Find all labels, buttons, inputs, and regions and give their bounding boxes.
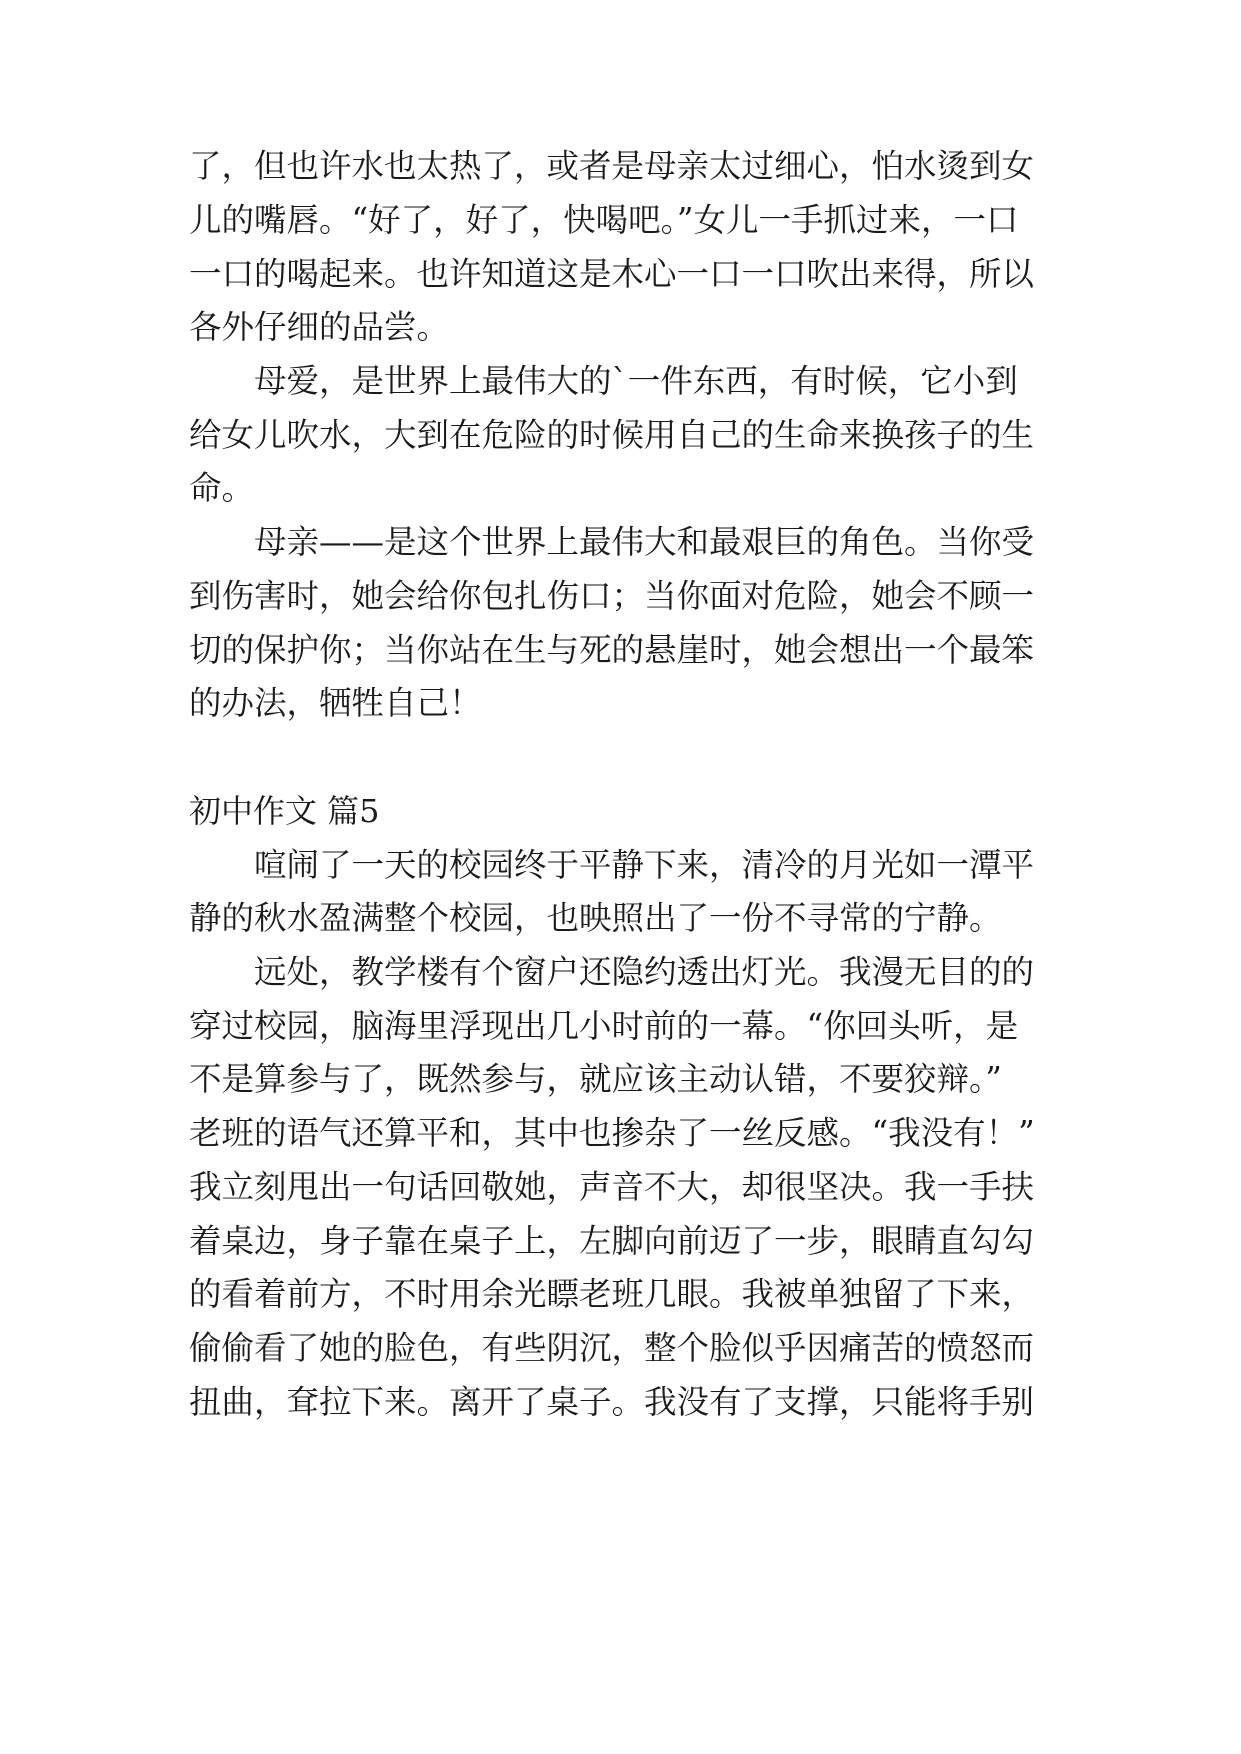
paragraph-line: 不是算参与了，既然参与，就应该主动认错，不要狡辩。” xyxy=(189,1060,1002,1098)
paragraph-line: 到伤害时，她会给你包扎伤口；当你面对危险，她会不顾一 xyxy=(189,577,1035,615)
paragraph-line: 着桌边，身子靠在桌子上，左脚向前迈了一步，眼睛直勾勾 xyxy=(189,1222,1035,1260)
paragraph-line: 偷偷看了她的脸色，有些阴沉，整个脸似乎因痛苦的愤怒而 xyxy=(189,1329,1035,1367)
paragraph-line: 穿过校园，脑海里浮现出几小时前的一幕。“你回头听，是 xyxy=(189,1007,1019,1045)
paragraph-line: 老班的语气还算平和，其中也掺杂了一丝反感。“我没有！” xyxy=(189,1114,1035,1152)
paragraph-line: 给女儿吹水，大到在危险的时候用自己的生命来换孩子的生 xyxy=(189,416,1035,454)
paragraph-line: 切的保护你；当你站在生与死的悬崖时，她会想出一个最笨 xyxy=(189,631,1035,669)
paragraph-line: 的看着前方，不时用余光瞟老班几眼。我被单独留了下来， xyxy=(189,1275,1035,1313)
paragraph-line: 远处，教学楼有个窗户还隐约透出灯光。我漫无目的的 xyxy=(254,953,1035,991)
paragraph-line: 我立刻甩出一句话回敬她，声音不大，却很坚决。我一手扶 xyxy=(189,1168,1035,1206)
paragraph-line: 一口的喝起来。也许知道这是木心一口一口吹出来得，所以 xyxy=(189,255,1035,293)
section-heading: 初中作文 篇5 xyxy=(189,792,380,830)
paragraph-line: 命。 xyxy=(189,469,255,507)
paragraph-line: 喧闹了一天的校园终于平静下来，清冷的月光如一潭平 xyxy=(254,846,1035,884)
paragraph-line: 母亲——是这个世界上最伟大和最艰巨的角色。当你受 xyxy=(254,523,1035,561)
paragraph-line: 扭曲，耷拉下来。离开了桌子。我没有了支撑，只能将手别 xyxy=(189,1383,1035,1421)
paragraph-line: 静的秋水盈满整个校园，也映照出了一份不寻常的宁静。 xyxy=(189,899,1002,937)
paragraph-line: 儿的嘴唇。“好了，好了，快喝吧。”女儿一手抓过来，一口 xyxy=(189,201,1019,239)
paragraph-line: 了，但也许水也太热了，或者是母亲太过细心，怕水烫到女 xyxy=(189,147,1035,185)
paragraph-line: 的办法，牺牲自己！ xyxy=(189,684,482,722)
paragraph-line: 各外仔细的品尝。 xyxy=(189,308,450,346)
paragraph-line: 母爱，是世界上最伟大的`一件东西，有时候，它小到 xyxy=(254,362,1018,400)
